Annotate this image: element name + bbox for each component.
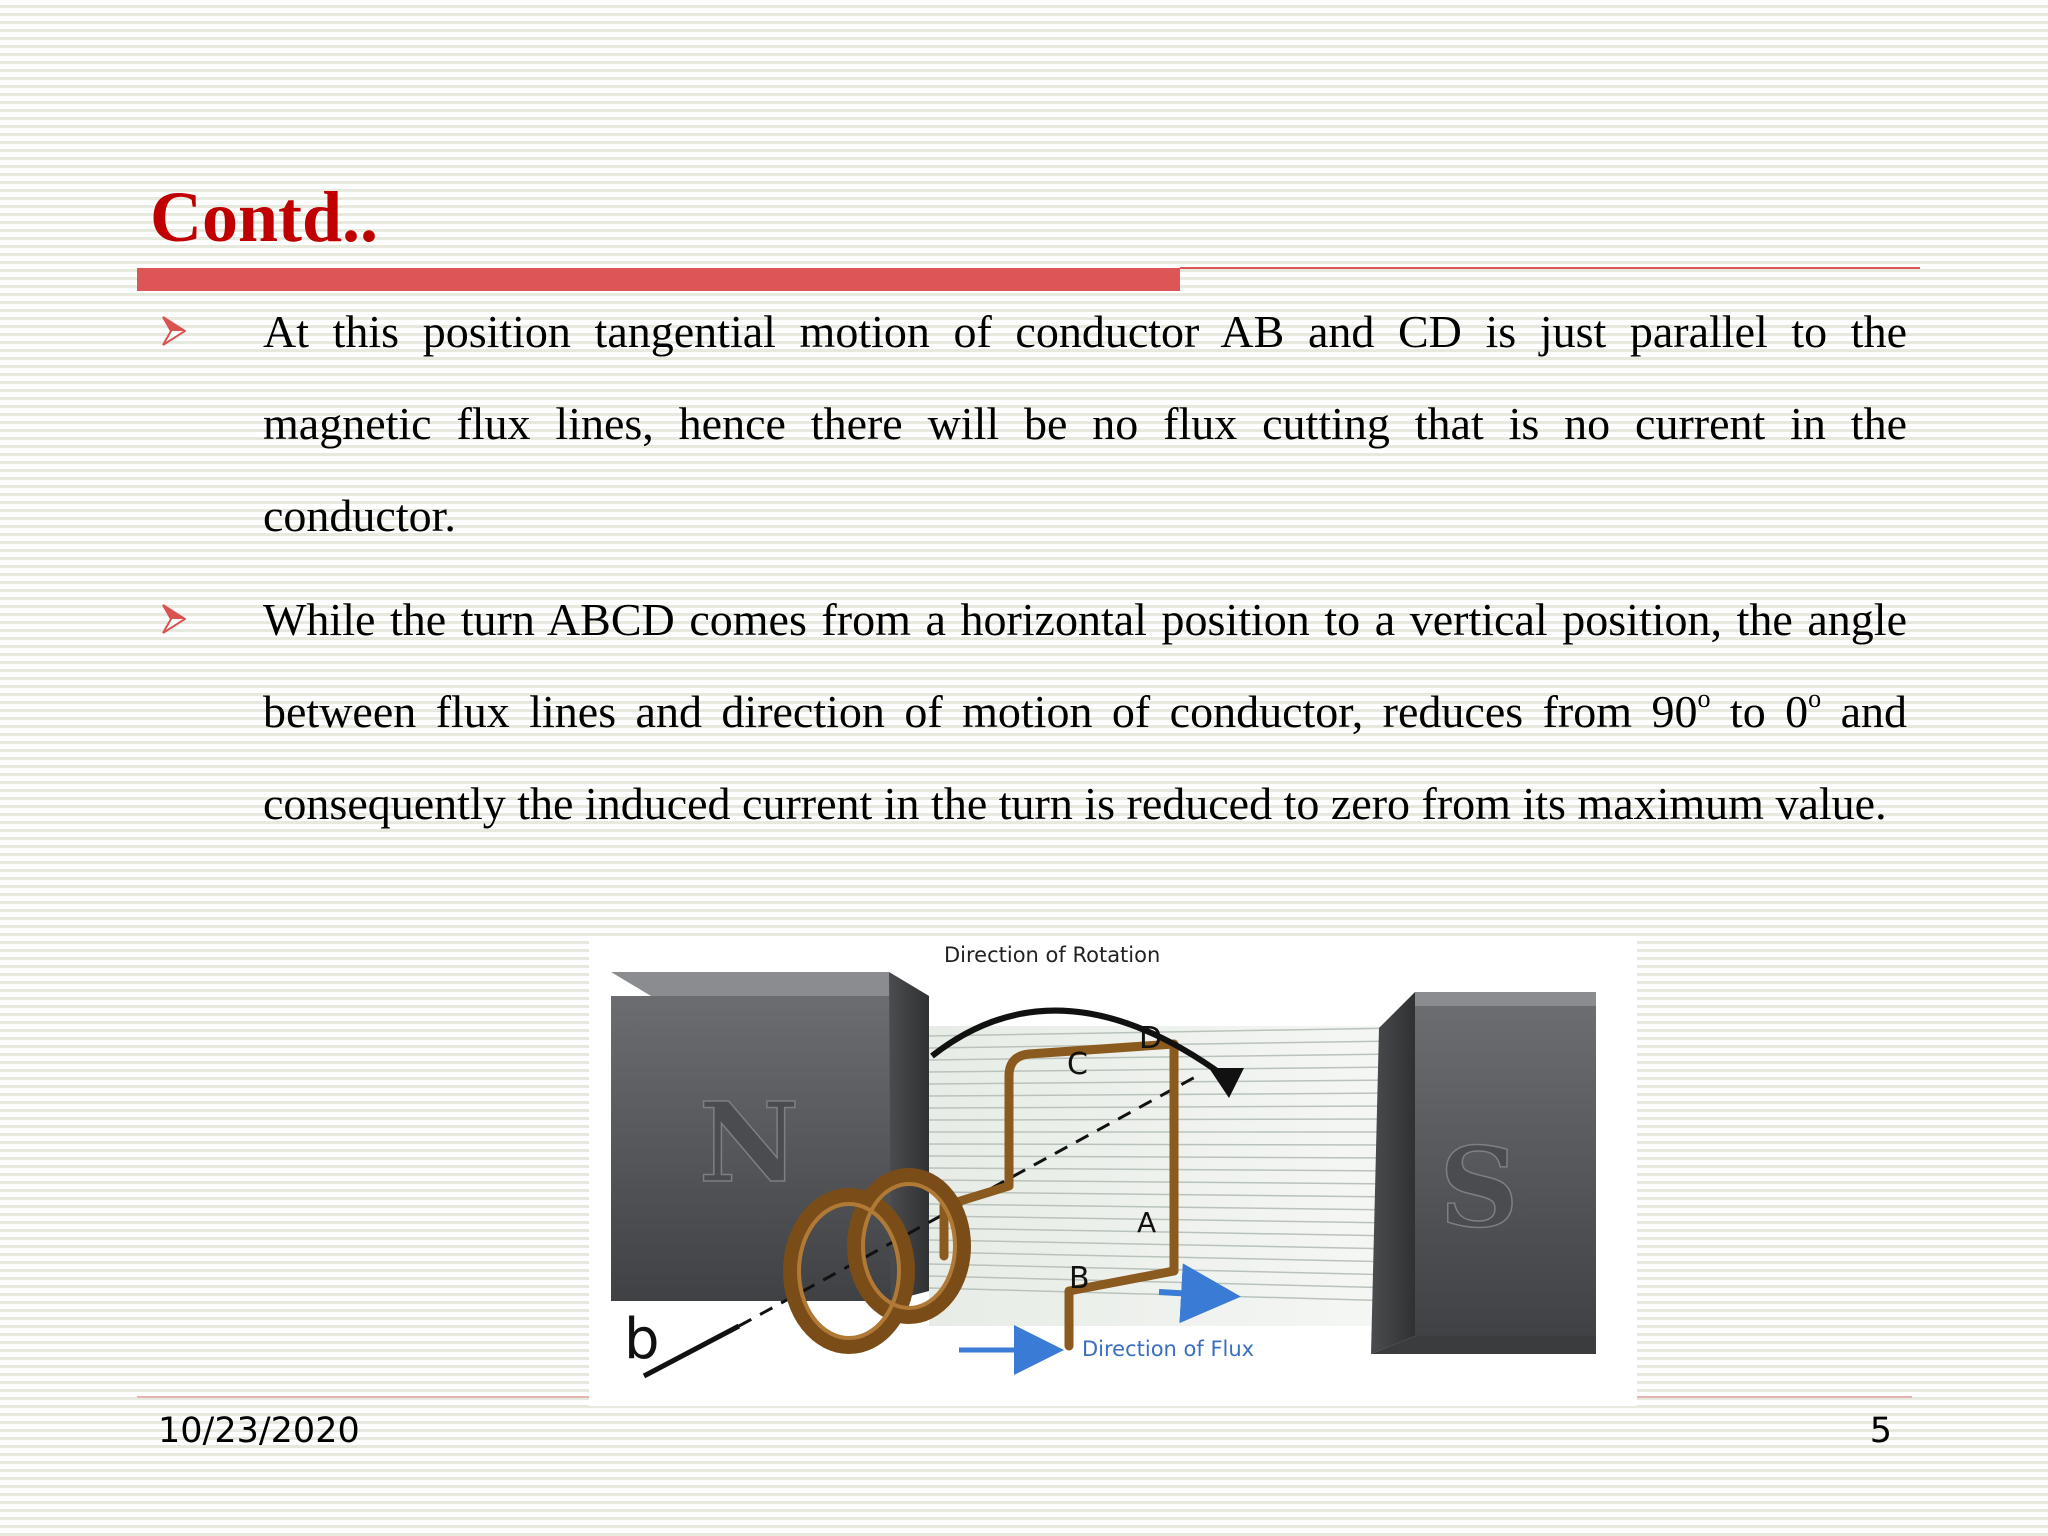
page-number: 5 [1869, 1411, 1892, 1451]
magnet-north [611, 972, 929, 1301]
label-direction-of-rotation: Direction of Rotation [944, 943, 1161, 967]
label-b: B [1069, 1261, 1090, 1296]
label-c: C [1067, 1047, 1088, 1082]
flux-arrow-icon [1159, 1292, 1229, 1296]
bullet-text: While the turn ABCD comes from a horizontal position to a vertical position, the angle between flux lines and direction of motion of conductor, reduces from 90$^o$ to 0$^o$ and consequently the induced current in the turn is reduced to zero from its maximum value. [263, 594, 1907, 829]
label-axis-b: b [624, 1307, 660, 1372]
generator-diagram [589, 936, 1637, 1406]
svg-text:S: S [1439, 1123, 1519, 1252]
label-a: A [1137, 1206, 1157, 1239]
svg-text:N: N [698, 1078, 800, 1207]
magnet-south [1371, 992, 1596, 1354]
bullet-arrow-icon [162, 316, 186, 346]
bullet-arrow-icon [162, 604, 186, 634]
footer-rule-left [137, 1396, 589, 1398]
label-direction-of-flux: Direction of Flux [1082, 1337, 1255, 1361]
footer-rule-right [1637, 1396, 1912, 1398]
bullet-text: At this position tangential motion of conductor AB and CD is just parallel to the magnetic flux lines, hence there will be no flux cutting that is no current in the conductor. [263, 306, 1907, 541]
label-d: D [1139, 1021, 1163, 1056]
slide-title: Contd.. [150, 177, 379, 257]
title-underline-rule [1180, 267, 1920, 269]
footer-date: 10/23/2020 [158, 1411, 360, 1451]
